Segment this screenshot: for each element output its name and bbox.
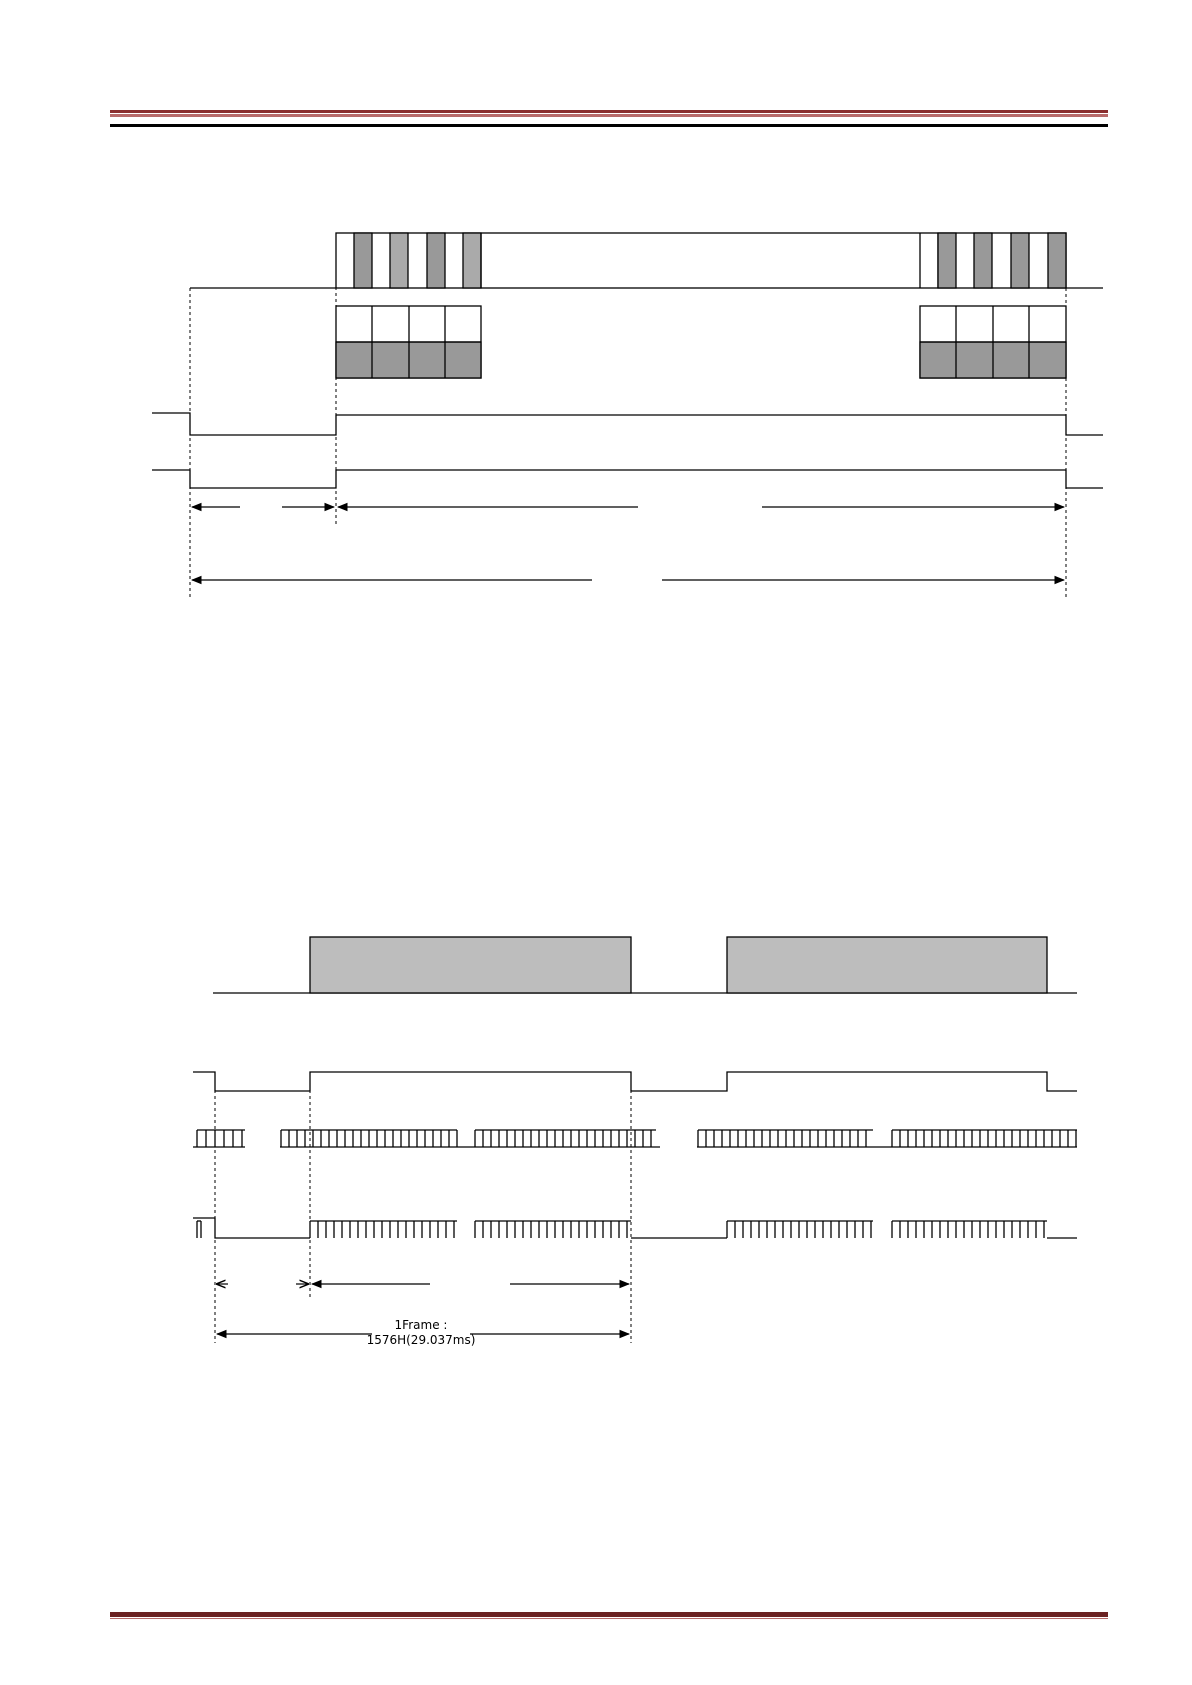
timing-diagram-2 [193, 937, 1077, 1343]
cell-group-right [920, 306, 1066, 378]
frame-block-2 [727, 937, 1047, 993]
timing-diagram-1 [152, 233, 1103, 598]
dashed-guides-2 [215, 1072, 631, 1343]
dimension-arrows-1 [192, 507, 1064, 580]
cell-group-left [336, 306, 481, 378]
pulse-train-1-ticks [197, 1130, 1077, 1147]
signal-2 [152, 470, 1103, 488]
frame-label-line2: 1576H(29.037ms) [366, 1333, 476, 1347]
signal-1 [152, 413, 1103, 435]
signal-a [193, 1072, 1077, 1091]
pulse-train-2-ticks [197, 1221, 1047, 1238]
frame-block-1 [310, 937, 631, 993]
frame-label-line1: 1Frame : [394, 1318, 448, 1332]
